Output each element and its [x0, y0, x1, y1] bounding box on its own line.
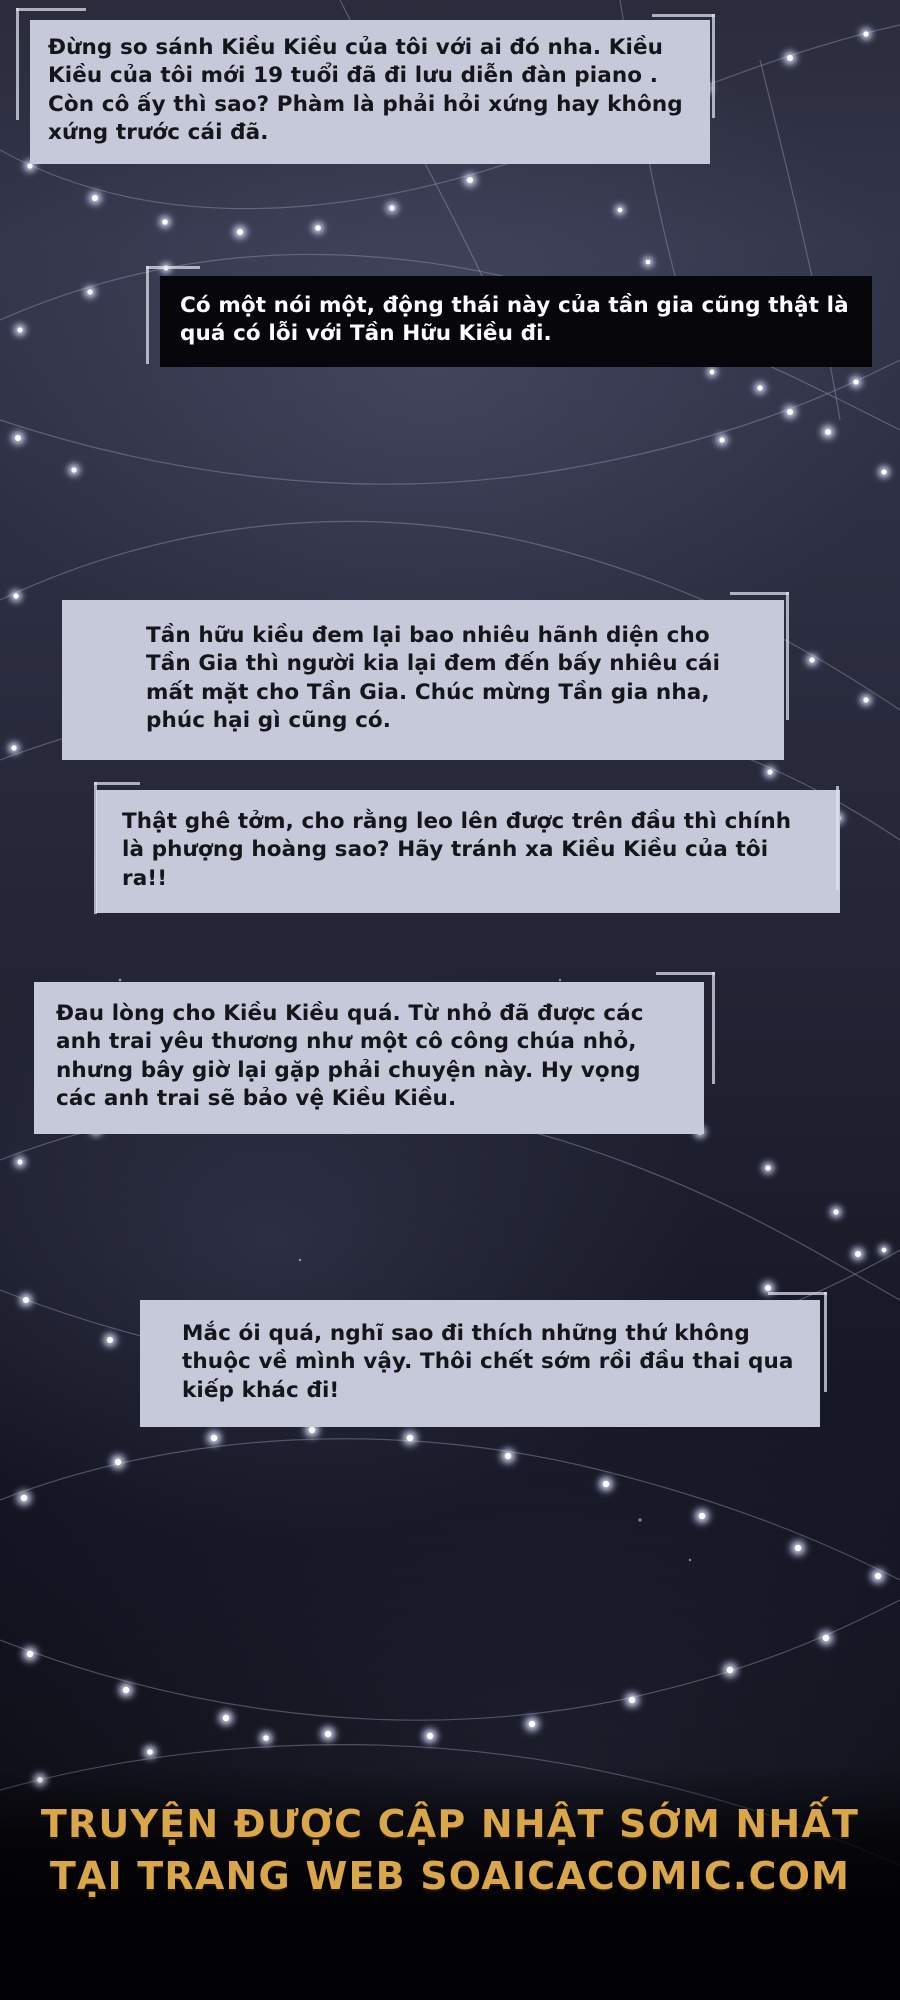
comment-text-5: Đau lòng cho Kiều Kiều quá. Từ nhỏ đã được các anh trai yêu thương như một cô công chúa nhỏ, nhưng bây giờ lại gặp phải chuyện này. Hy vọng các anh trai sẽ bảo vệ Kiều Kiều.: [56, 1001, 644, 1112]
bubble-6-tick-right-top: [768, 1292, 827, 1295]
bubble-4-tick-right: [836, 786, 839, 890]
watermark-line-1: TRUYỆN ĐƯỢC CẬP NHẬT SỚM NHẤT: [40, 1802, 860, 1846]
bubble-6-tick-right: [824, 1292, 827, 1392]
comment-bubble-2: [160, 276, 872, 367]
comment-text-1: Đừng so sánh Kiều Kiều của tôi với ai đó nha. Kiều Kiều của tôi mới 19 tuổi đã đi lưu diễn đàn piano . Còn cô ấy thì sao? Phàm là phải hỏi xứng hay không xứng trước cái đã.: [48, 35, 683, 146]
watermark-line-2: TẠI TRANG WEB SOAICACOMIC.COM: [49, 1854, 851, 1898]
bubble-5-tick-right-top: [656, 972, 715, 975]
bubble-1-tick-left: [16, 8, 19, 120]
bubble-2-tick-left-top: [146, 266, 200, 269]
bubble-3-tick-right: [786, 592, 789, 720]
bubble-4-tick-left-top: [94, 782, 140, 785]
bubble-5-tick-right: [712, 972, 715, 1084]
comment-text-6: Mắc ói quá, nghĩ sao đi thích những thứ không thuộc về mình vậy. Thôi chết sớm rồi đầu thai qua kiếp khác đi!: [182, 1321, 794, 1403]
comment-bubble-4: [96, 790, 840, 913]
comment-bubble-1: [30, 20, 710, 164]
comment-bubble-3: [62, 600, 784, 760]
comment-text-3: Tần hữu kiều đem lại bao nhiêu hãnh diện cho Tần Gia thì người kia lại đem đến bấy nhiêu cái mất mặt cho Tần Gia. Chúc mừng Tần gia nha, phúc hại gì cũng có.: [146, 623, 721, 734]
site-watermark-banner: [0, 1768, 900, 2000]
comment-text-4: Thật ghê tởm, cho rằng leo lên được trên đầu thì chính là phượng hoàng sao? Hãy tránh xa Kiều Kiều của tôi ra!!: [122, 809, 792, 891]
bubble-1-tick-right-top: [652, 14, 715, 17]
bubble-4-tick-left: [94, 782, 97, 914]
comment-text-2: Có một nói một, động thái này của tần gia cũng thật là quá có lỗi với Tần Hữu Kiều đi.: [180, 293, 849, 347]
bubble-1-tick-top: [16, 8, 86, 11]
comment-bubble-5: [34, 982, 704, 1134]
bubble-2-tick-left: [146, 266, 149, 364]
comment-bubble-6: [140, 1300, 820, 1427]
bubble-1-tick-right: [712, 14, 715, 118]
bubble-3-tick-right-top: [730, 592, 789, 595]
